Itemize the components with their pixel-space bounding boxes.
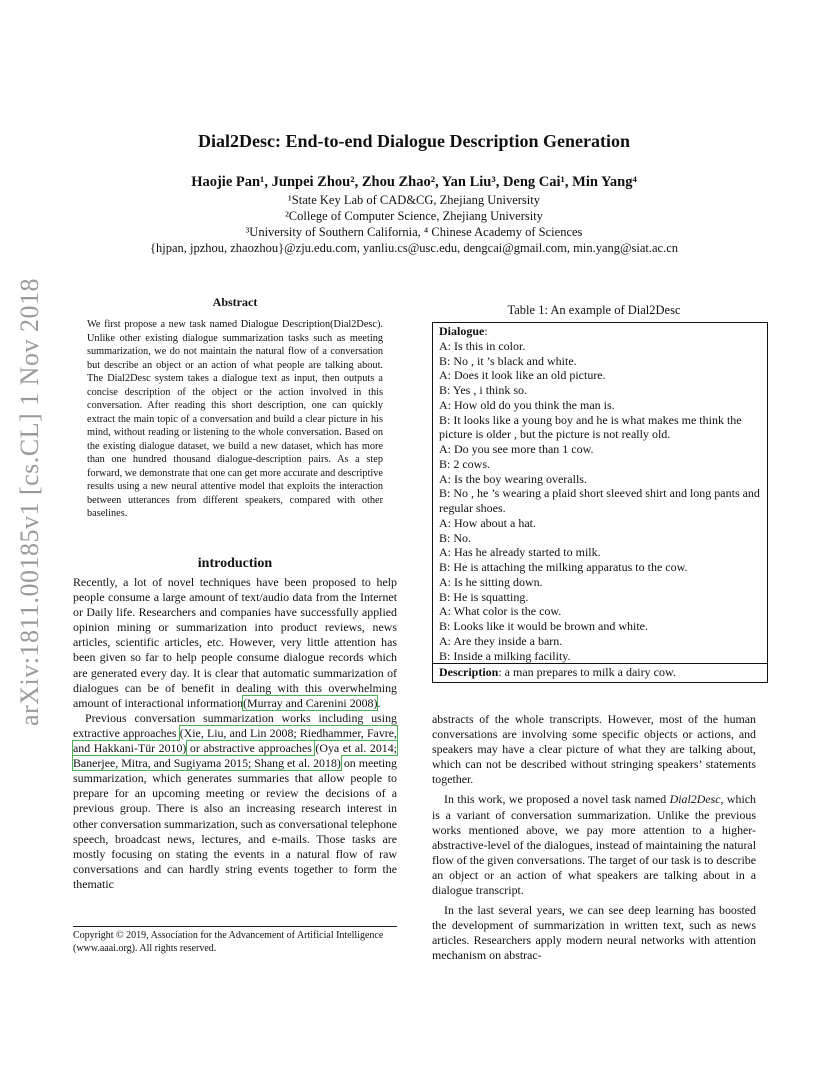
paper-title: Dial2Desc: End-to-end Dialogue Description Generation — [198, 131, 630, 151]
author-list: Haojie Pan¹, Junpei Zhou², Zhou Zhao², Yan Liu³, Deng Cai¹, Min Yang⁴ — [191, 174, 637, 190]
table-caption: Table 1: An example of Dial2Desc — [507, 303, 681, 317]
dialogue-table — [432, 322, 768, 683]
dialogue-lines — [433, 339, 767, 664]
right-p2-text: , which is a variant of conversation summarization. Unlike the previous works mentioned above, we pay more attention to a higher-abstractive-level of the dialogues, instead of maintaining the natural flow of the given conversations. The target of our task is to describe an object or an action of what speakers are talking about in a dialogue transcript. — [432, 792, 756, 898]
dialogue-line: A: Is he sitting down. — [439, 574, 543, 589]
citation-link[interactable]: (Xie, Liu, and Lin 2008; Riedhammer, Favre, and Hakkani-Tür 2010) — [73, 725, 397, 756]
intro-p2-text: Previous conversation summarization works including using extractive approaches — [73, 710, 397, 740]
intro-p2-text: on meeting summarization, which generates summaries that allow people to prepare for an upcoming meeting or review the decisions of a previous group. There is also an increasing research interest in other conversation summarization, such as conversational telephone speech, broadcast news, lectures, and e-mails. Those tasks are mostly focusing on stating the events in a natural flow of raw conversations and can hardly string events together to form the thematic — [73, 756, 398, 891]
dialogue-line: A: What color is the cow. — [439, 604, 562, 619]
description-text: a man prepares to milk a dairy cow. — [504, 665, 676, 680]
citation-link[interactable]: (Murray and Carenini 2008) — [243, 695, 378, 710]
dialogue-line: A: Is the boy wearing overalls. — [439, 471, 587, 486]
arxiv-identifier[interactable]: arXiv:1811.00185v1 [cs.CL] 1 Nov 2018 — [15, 278, 44, 726]
affiliation-3: ³University of Southern California, ⁴ Chinese Academy of Sciences — [245, 225, 583, 239]
affiliation-1: ¹State Key Lab of CAD&CG, Zhejiang University — [288, 193, 540, 207]
introduction-body — [73, 575, 397, 892]
dialogue-line: B: No. — [439, 530, 472, 545]
description-row: Description: a man prepares to milk a dairy cow. — [433, 663, 767, 682]
dialogue-line: A: Has he already started to milk. — [439, 545, 601, 560]
intro-paragraph-2 — [73, 711, 397, 892]
dialogue-line: A: Is this in color. — [439, 338, 526, 353]
copyright-notice: Copyright © 2019, Association for the Advancement of Artificial Intelligence (www.aaai.org). All rights reserved. — [73, 926, 397, 955]
dialogue-line: A: Are they inside a barn. — [439, 633, 563, 648]
intro-paragraph-1 — [73, 575, 397, 711]
right-column-body — [432, 712, 756, 964]
description-label: Description — [439, 665, 499, 680]
dialogue-line: B: Inside a milking facility. — [439, 648, 571, 663]
author-emails: {hjpan, jpzhou, zhaozhou}@zju.edu.com, yanliu.cs@usc.edu, dengcai@gmail.com, min.yang@siat.ac.cn — [149, 241, 679, 255]
right-paragraph-1: abstracts of the whole transcripts. However, most of the human conversations are involving some specific objects or actions, and speakers may have a clear picture of what they are talking about, which can not be described without stringing speakers’ statements together. — [432, 712, 756, 787]
dialogue-line: B: He is squatting. — [439, 589, 529, 604]
dialogue-line: B: Yes , i think so. — [439, 383, 528, 397]
intro-p1-text: Recently, a lot of novel techniques have been proposed to help people consume a large amount of text/audio data from the Internet or Daily life. Researchers and companies have successfully applied opinion mining or summarization into product reviews, news articles, scientific articles, etc. However, very little attention has been given so far to help people consume dialogue records which are generated every day. It is clear that automatic summarization of dialogues can be of benefit in dealing with this overwhelming amount of interactional information — [73, 575, 397, 710]
dialogue-line: A: Do you see more than 1 cow. — [439, 442, 594, 456]
dialogue-line: A: How about a hat. — [439, 515, 536, 530]
dialogue-line: A: How old do you think the man is. — [439, 397, 615, 412]
affiliation-2: ²College of Computer Science, Zhejiang University — [285, 209, 543, 223]
abstract-text: We first propose a new task named Dialogue Description(Dial2Desc). Unlike other existing dialogue summarization tasks such as meeting summarization, we do not maintain the natural flow of a conversation but describe an object or an action of what people are talking about. The Dial2Desc system takes a dialogue text as input, then outputs a concise description of the object or the action involved in this conversation. After reading this short description, one can quickly extract the main topic of a conversation and build a clear picture in his mind, without reading or listening to the whole conversation. Based on the existing dialogue dataset, we build a new dataset, which has more than one hundred thousand dialogue-description pairs. As a step forward, we demonstrate that one can get more accurate and descriptive results using a new neural attentive model that exploits the interaction between utterances from different speakers, compared with other baselines. — [87, 319, 383, 519]
dialogue-line: B: Looks like it would be brown and white. — [439, 619, 648, 633]
intro-p2-text: or abstractive approaches — [186, 741, 316, 756]
dialogue-header: Dialogue: — [439, 324, 488, 338]
dialogue-line: B: It looks like a young boy and he is what makes me think the picture is older , but the picture is not really old. — [439, 412, 742, 442]
right-p2-text: In this work, we proposed a novel task named — [444, 792, 670, 807]
right-paragraph-2 — [432, 792, 756, 898]
right-paragraph-3: In the last several years, we can see deep learning has boosted the development of summarization in written text, such as news articles. Researchers apply modern neural networks with attention mechanism on abstrac- — [432, 903, 756, 963]
dialogue-line: B: He is attaching the milking apparatus to the cow. — [439, 560, 688, 574]
dialogue-label: Dialogue — [439, 324, 485, 338]
dialogue-line: A: Does it look like an old picture. — [439, 368, 606, 383]
intro-p1-end: . — [377, 695, 381, 710]
citation-link[interactable]: (Oya et al. 2014; Banerjee, Mitra, and Sugiyama 2015; Shang et al. 2018) — [73, 741, 397, 771]
dialogue-line: B: No , it ’s black and white. — [439, 353, 577, 368]
dialogue-line: B: 2 cows. — [439, 456, 490, 471]
arxiv-sidebar[interactable] — [10, 265, 50, 740]
introduction-heading: introduction — [197, 556, 273, 571]
dialogue-line: B: No , he ’s wearing a plaid short sleeved shirt and long pants and regular shoes. — [439, 486, 760, 515]
task-name: Dial2Desc — [669, 792, 721, 807]
abstract-heading: Abstract — [212, 295, 258, 309]
